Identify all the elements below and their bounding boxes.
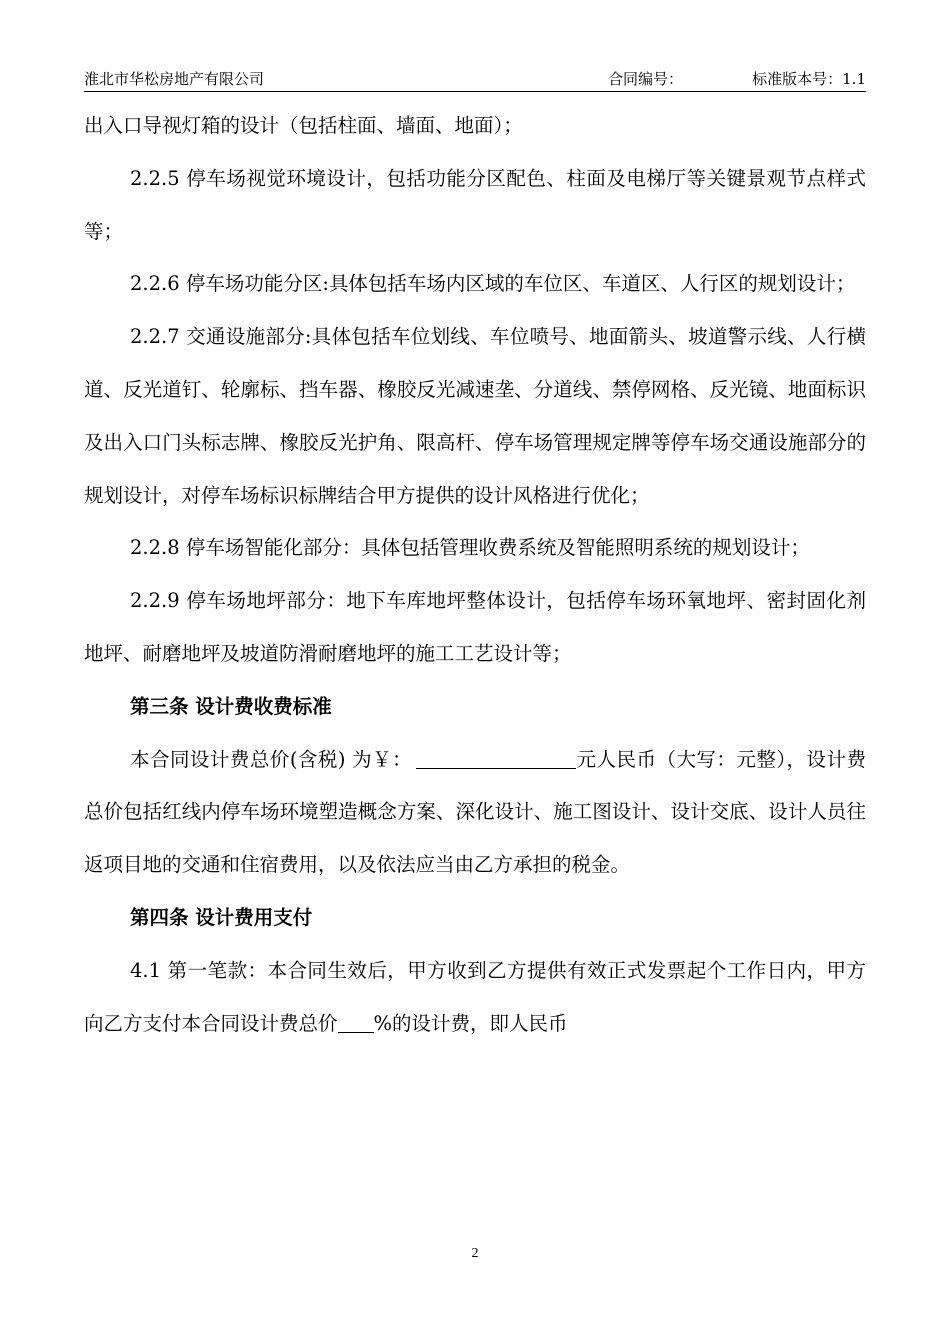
design-fee-text-end: 元人民币（大写：元整），设计费总价包括红线内停车场环境塑造概念方案、深化设计、施工图设计、设计交底、设计人员往返项目地的交通和住宿费用，以及依法应当由乙方承担的税金。 — [84, 747, 866, 877]
article-3-heading: 第三条 设计费收费标准 — [130, 694, 332, 718]
header-rule — [84, 91, 866, 92]
paragraph-2-2-6: 2.2.6 停车场功能分区:具体包括车场内区域的车位区、车道区、人行区的规划设计； — [130, 272, 856, 296]
header-company: 淮北市华松房地产有限公司 — [84, 70, 265, 88]
design-fee-text-start: 本合同设计费总价(含税) 为￥： — [130, 747, 413, 771]
fee-amount-blank — [416, 746, 576, 769]
paragraph-2-2-7: 2.2.7 交通设施部分:具体包括车位划线、车位喷号、地面箭头、坡道警示线、人行横道、反光道钉、轮廓标、挡车器、橡胶反光减速垄、分道线、禁停网格、反光镜、地面标识及出入口门头标志牌、橡胶反光护角、限高杆、停车场管理规定牌等停车场交通设施部分的规划设计，对停车场标识标牌结合甲方提供的设计风格进行优化； — [84, 325, 866, 507]
percentage-blank — [338, 1010, 374, 1033]
paragraph-2-2-9: 2.2.9 停车场地坪部分：地下车库地坪整体设计，包括停车场环氧地坪、密封固化剂地坪、耐磨地坪及坡道防滑耐磨地坪的施工工艺设计等； — [84, 589, 866, 665]
paragraph-design-fee — [84, 734, 866, 892]
payment-text-start: 4.1 第一笔款：本合同生效后，甲方收到乙方提供有效正式发票起个工作日内，甲方向乙方支付本合同设计费总价 — [84, 958, 866, 1035]
header-version: 标准版本号：1.1 — [752, 70, 866, 88]
paragraph-2-2-5: 2.2.5 停车场视觉环境设计，包括功能分区配色、柱面及电梯厅等关键景观节点样式等； — [84, 166, 866, 243]
article-4-heading: 第四条 设计费用支付 — [130, 905, 313, 929]
page-footer — [0, 1246, 950, 1262]
page-header — [84, 64, 866, 92]
page-number: 2 — [471, 1246, 479, 1261]
paragraph-2-2-8: 2.2.8 停车场智能化部分：具体包括管理收费系统及智能照明系统的规划设计； — [130, 536, 810, 560]
paragraph-4-1 — [84, 945, 866, 1051]
paragraph-entrance-signage: 出入口导视灯箱的设计（包括柱面、墙面、地面）； — [84, 114, 523, 137]
payment-text-end: %的设计费，即人民币 — [373, 1011, 568, 1035]
header-contract-number: 合同编号： — [608, 70, 684, 88]
document-body — [84, 100, 866, 1050]
